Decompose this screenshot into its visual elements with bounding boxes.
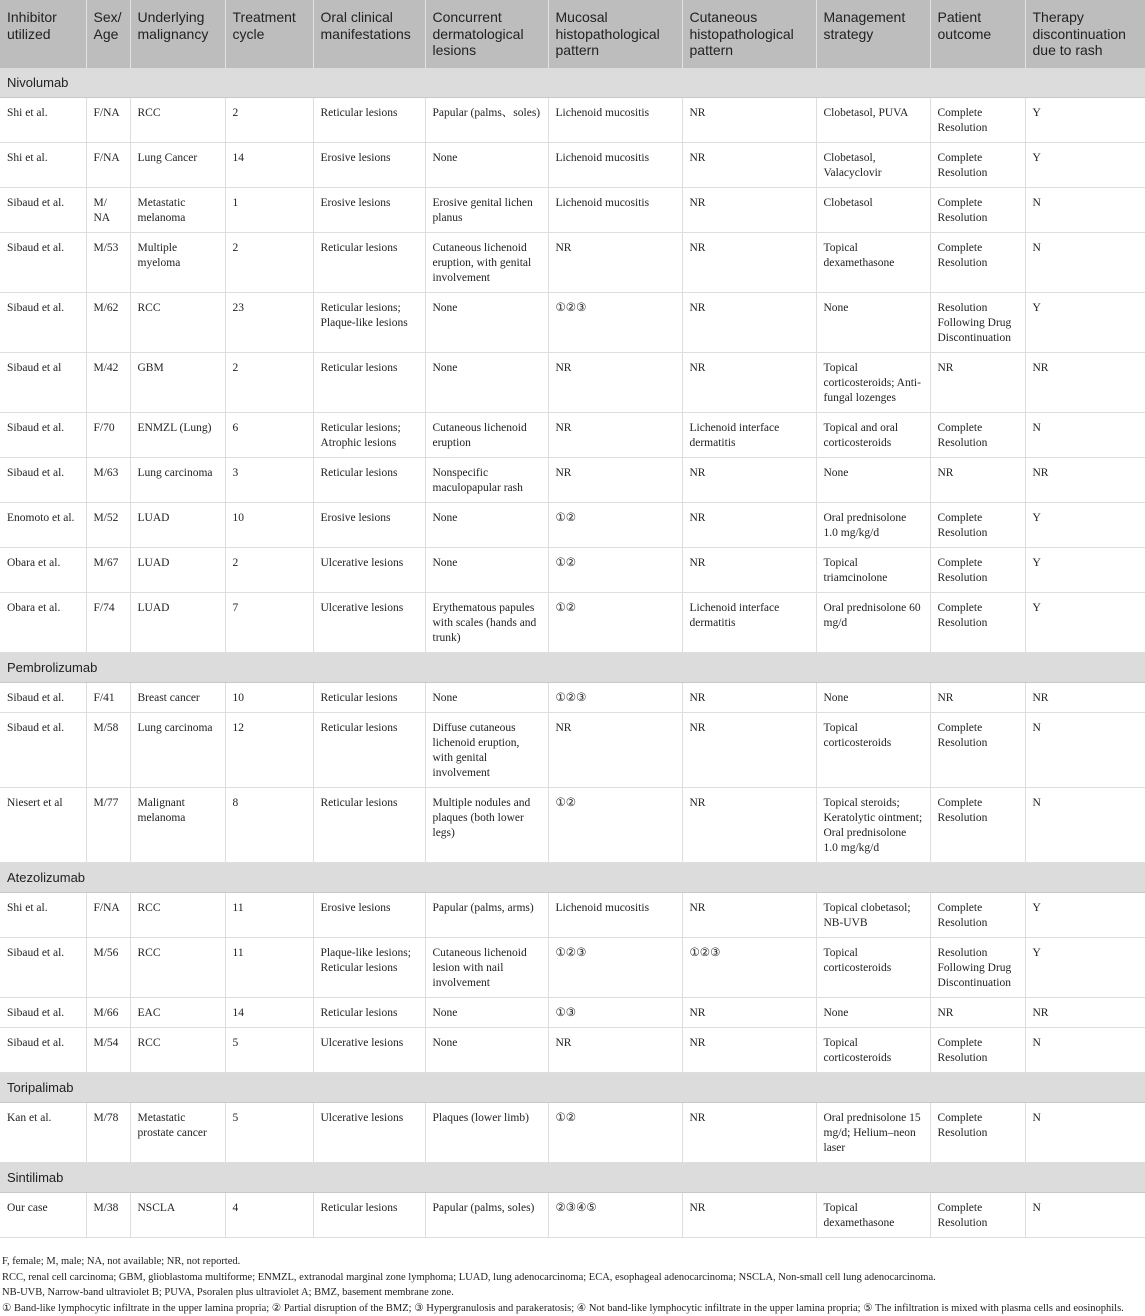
group-row (0, 653, 1145, 683)
table-cell: 10 (225, 503, 313, 548)
table-cell: ①② (548, 593, 682, 653)
table-cell: Lichenoid mucositis (548, 98, 682, 143)
table-cell: None (425, 683, 548, 713)
table-cell: Complete Resolution (930, 98, 1025, 143)
table-cell: Y (1025, 98, 1145, 143)
table-cell: NR (682, 1028, 816, 1073)
table-cell: Complete Resolution (930, 1028, 1025, 1073)
table-cell: M/78 (86, 1103, 130, 1163)
table-cell: ①③ (548, 998, 682, 1028)
table-cell: Reticular lesions (313, 233, 425, 293)
table-row (0, 1193, 1145, 1238)
table-row (0, 938, 1145, 998)
table-cell: Lichenoid mucositis (548, 893, 682, 938)
table-cell: Erosive lesions (313, 143, 425, 188)
table-cell: Topical corticosteroids (816, 938, 930, 998)
table-cell: None (425, 353, 548, 413)
table-cell: ①②③ (548, 683, 682, 713)
table-cell: Erythematous papules with scales (hands and trunk) (425, 593, 548, 653)
col-header-sex-age: Sex/ Age (86, 0, 130, 68)
table-cell: N (1025, 1193, 1145, 1238)
table-cell: M/63 (86, 458, 130, 503)
table-cell: Reticular lesions (313, 713, 425, 788)
table-cell: M/42 (86, 353, 130, 413)
table-cell: Lung Cancer (130, 143, 225, 188)
table-cell: F/41 (86, 683, 130, 713)
table-cell: 12 (225, 713, 313, 788)
table-cell: N (1025, 1028, 1145, 1073)
table-cell: Erosive lesions (313, 188, 425, 233)
table-cell: None (425, 548, 548, 593)
table-cell: N (1025, 713, 1145, 788)
table-cell: 2 (225, 233, 313, 293)
table-cell: Reticular lesions (313, 1193, 425, 1238)
table-cell: 1 (225, 188, 313, 233)
table-cell: Cutaneous lichenoid eruption, with genital involvement (425, 233, 548, 293)
table-cell: F/NA (86, 893, 130, 938)
table-cell: 2 (225, 353, 313, 413)
table-cell: NR (682, 713, 816, 788)
table-cell: Y (1025, 143, 1145, 188)
table-row (0, 143, 1145, 188)
table-cell: NR (1025, 458, 1145, 503)
table-cell: 11 (225, 893, 313, 938)
table-cell: N (1025, 413, 1145, 458)
table-cell: Oral prednisolone 15 mg/d; Helium–neon laser (816, 1103, 930, 1163)
table-cell: 7 (225, 593, 313, 653)
table-cell: Erosive genital lichen planus (425, 188, 548, 233)
table-cell: RCC (130, 893, 225, 938)
table-cell: ①②③ (682, 938, 816, 998)
table-cell: Obara et al. (0, 593, 86, 653)
table-cell: None (425, 143, 548, 188)
table-cell: Reticular lesions; Plaque-like lesions (313, 293, 425, 353)
group-label: Pembrolizumab (0, 653, 1145, 683)
table-cell: NR (930, 353, 1025, 413)
table-row (0, 1103, 1145, 1163)
table-cell: M/62 (86, 293, 130, 353)
table-cell: NR (682, 143, 816, 188)
table-cell: Y (1025, 938, 1145, 998)
table-cell: M/56 (86, 938, 130, 998)
table-row (0, 413, 1145, 458)
table-cell: Ulcerative lesions (313, 1028, 425, 1073)
table-cell: Complete Resolution (930, 593, 1025, 653)
table-cell: 14 (225, 143, 313, 188)
table-cell: ①② (548, 548, 682, 593)
table-cell: Complete Resolution (930, 503, 1025, 548)
table-cell: NR (930, 458, 1025, 503)
table-cell: Sibaud et al. (0, 683, 86, 713)
table-cell: None (425, 998, 548, 1028)
table-cell: M/52 (86, 503, 130, 548)
table-cell: Reticular lesions (313, 998, 425, 1028)
table-cell: NR (548, 413, 682, 458)
table-cell: Enomoto et al. (0, 503, 86, 548)
table-cell: M/53 (86, 233, 130, 293)
table-cell: Sibaud et al (0, 353, 86, 413)
table-cell: Topical corticosteroids; Anti-fungal lozenges (816, 353, 930, 413)
table-cell: NR (682, 998, 816, 1028)
table-cell: M/38 (86, 1193, 130, 1238)
table-row (0, 353, 1145, 413)
table-cell: Erosive lesions (313, 503, 425, 548)
col-header-inhibitor: Inhibitor utilized (0, 0, 86, 68)
table-cell: NR (682, 353, 816, 413)
table-cell: NR (682, 1193, 816, 1238)
table-cell: NR (1025, 353, 1145, 413)
table-cell: Oral prednisolone 60 mg/d (816, 593, 930, 653)
table-cell: Niesert et al (0, 788, 86, 863)
table-row (0, 188, 1145, 233)
table-cell: Multiple nodules and plaques (both lower legs) (425, 788, 548, 863)
table-cell: Reticular lesions; Atrophic lesions (313, 413, 425, 458)
table-row (0, 233, 1145, 293)
table-row (0, 98, 1145, 143)
table-cell: None (816, 293, 930, 353)
table-body (0, 68, 1145, 1238)
table-cell: F/70 (86, 413, 130, 458)
table-cell: Complete Resolution (930, 1103, 1025, 1163)
table-cell: NR (548, 1028, 682, 1073)
footnote-abbreviations-therapy: NB-UVB, Narrow-band ultraviolet B; PUVA, Psoralen plus ultraviolet A; BMZ, basement membrane zone. (2, 1285, 1143, 1301)
table-cell: Metastatic prostate cancer (130, 1103, 225, 1163)
table-cell: 11 (225, 938, 313, 998)
table-cell: Papular (palms、soles) (425, 98, 548, 143)
table-cell: Sibaud et al. (0, 233, 86, 293)
table-cell: Lichenoid interface dermatitis (682, 413, 816, 458)
table-cell: 8 (225, 788, 313, 863)
table-cell: Nonspecific maculopapular rash (425, 458, 548, 503)
table-row (0, 1028, 1145, 1073)
table-cell: Sibaud et al. (0, 413, 86, 458)
table-cell: Reticular lesions (313, 98, 425, 143)
table-cell: Erosive lesions (313, 893, 425, 938)
table-cell: Topical dexamethasone (816, 233, 930, 293)
table-cell: Shi et al. (0, 143, 86, 188)
table-cell: NR (930, 998, 1025, 1028)
group-label: Nivolumab (0, 68, 1145, 98)
table-cell: NR (682, 683, 816, 713)
table-row (0, 548, 1145, 593)
table-cell: Topical dexamethasone (816, 1193, 930, 1238)
table-row (0, 893, 1145, 938)
table-cell: Complete Resolution (930, 413, 1025, 458)
col-header-mucosal-pattern: Mucosal histopathological pattern (548, 0, 682, 68)
table-cell: F/NA (86, 98, 130, 143)
table-cell: Ulcerative lesions (313, 548, 425, 593)
table-row (0, 503, 1145, 548)
table-cell: NR (682, 458, 816, 503)
table-cell: Lichenoid mucositis (548, 143, 682, 188)
table-cell: NR (682, 188, 816, 233)
table-cell: None (425, 293, 548, 353)
table-cell: 4 (225, 1193, 313, 1238)
table-row (0, 458, 1145, 503)
table-cell: NSCLA (130, 1193, 225, 1238)
table-cell: None (816, 998, 930, 1028)
table-cell: ②③④⑤ (548, 1193, 682, 1238)
table-cell: Reticular lesions (313, 353, 425, 413)
table-cell: Plaques (lower limb) (425, 1103, 548, 1163)
table-cell: Clobetasol, PUVA (816, 98, 930, 143)
table-cell: Cutaneous lichenoid eruption (425, 413, 548, 458)
table-cell: Lung carcinoma (130, 458, 225, 503)
table-cell: Shi et al. (0, 893, 86, 938)
table-cell: N (1025, 188, 1145, 233)
table-cell: Reticular lesions (313, 683, 425, 713)
table-cell: Kan et al. (0, 1103, 86, 1163)
table-cell: Complete Resolution (930, 188, 1025, 233)
col-header-discontinuation: Therapy discontinuation due to rash (1025, 0, 1145, 68)
table-row (0, 683, 1145, 713)
table-cell: 6 (225, 413, 313, 458)
table-cell: Lichenoid mucositis (548, 188, 682, 233)
table-cell: Topical triamcinolone (816, 548, 930, 593)
table-cell: NR (548, 713, 682, 788)
table-cell: Topical and oral corticosteroids (816, 413, 930, 458)
table-cell: Lichenoid interface dermatitis (682, 593, 816, 653)
table-cell: 2 (225, 98, 313, 143)
table-row (0, 593, 1145, 653)
table-cell: Diffuse cutaneous lichenoid eruption, with genital involvement (425, 713, 548, 788)
table-cell: NR (930, 683, 1025, 713)
table-cell: LUAD (130, 548, 225, 593)
table-cell: Clobetasol (816, 188, 930, 233)
table-cell: Shi et al. (0, 98, 86, 143)
table-cell: NR (682, 893, 816, 938)
table-cell: Complete Resolution (930, 893, 1025, 938)
table-cell: ENMZL (Lung) (130, 413, 225, 458)
table-cell: None (816, 683, 930, 713)
table-cell: Cutaneous lichenoid lesion with nail involvement (425, 938, 548, 998)
table-cell: ①②③ (548, 938, 682, 998)
table-cell: M/77 (86, 788, 130, 863)
table-cell: EAC (130, 998, 225, 1028)
table-cell: 2 (225, 548, 313, 593)
table-cell: ①② (548, 788, 682, 863)
table-cell: NR (682, 1103, 816, 1163)
table-cell: Complete Resolution (930, 1193, 1025, 1238)
table-cell: RCC (130, 98, 225, 143)
table-cell: Sibaud et al. (0, 938, 86, 998)
table-cell: NR (682, 293, 816, 353)
table-cell: Reticular lesions (313, 788, 425, 863)
table-cell: Obara et al. (0, 548, 86, 593)
group-label: Sintilimab (0, 1163, 1145, 1193)
table-cell: Complete Resolution (930, 548, 1025, 593)
table-cell: Sibaud et al. (0, 188, 86, 233)
table-cell: F/NA (86, 143, 130, 188)
table-cell: Sibaud et al. (0, 293, 86, 353)
table-cell: Topical clobetasol; NB-UVB (816, 893, 930, 938)
table-cell: M/66 (86, 998, 130, 1028)
table-cell: LUAD (130, 503, 225, 548)
col-header-cutaneous-pattern: Cutaneous histopathological pattern (682, 0, 816, 68)
table-cell: Topical corticosteroids (816, 1028, 930, 1073)
table-cell: NR (548, 458, 682, 503)
group-row (0, 1073, 1145, 1103)
table-cell: ①② (548, 503, 682, 548)
table-cell: Multiple myeloma (130, 233, 225, 293)
table-cell: Resolution Following Drug Discontinuation (930, 938, 1025, 998)
group-row (0, 863, 1145, 893)
table-cell: Sibaud et al. (0, 713, 86, 788)
table-cell: M/54 (86, 1028, 130, 1073)
table-cell: Oral prednisolone 1.0 mg/kg/d (816, 503, 930, 548)
table-row (0, 713, 1145, 788)
table-cell: M/ NA (86, 188, 130, 233)
table-cell: Plaque-like lesions; Reticular lesions (313, 938, 425, 998)
table-cell: NR (682, 503, 816, 548)
table-cell: Reticular lesions (313, 458, 425, 503)
table-cell: NR (548, 233, 682, 293)
col-header-dermatological-lesions: Concurrent dermatological lesions (425, 0, 548, 68)
table-cell: 14 (225, 998, 313, 1028)
footnote-abbreviations-sex: F, female; M, male; NA, not available; NR, not reported. (2, 1254, 1143, 1270)
table-row (0, 293, 1145, 353)
table-cell: Clobetasol, Valacyclovir (816, 143, 930, 188)
table-cell: Lung carcinoma (130, 713, 225, 788)
table-cell: Complete Resolution (930, 788, 1025, 863)
table-cell: Topical steroids; Keratolytic ointment; Oral prednisolone 1.0 mg/kg/d (816, 788, 930, 863)
table-cell: Papular (palms, arms) (425, 893, 548, 938)
table-cell: Y (1025, 548, 1145, 593)
table-cell: Resolution Following Drug Discontinuation (930, 293, 1025, 353)
table-cell: NR (1025, 683, 1145, 713)
table-cell: 23 (225, 293, 313, 353)
table-cell: Metastatic melanoma (130, 188, 225, 233)
table-row (0, 998, 1145, 1028)
table-cell: RCC (130, 1028, 225, 1073)
table-cell: N (1025, 788, 1145, 863)
table-cell: 3 (225, 458, 313, 503)
table-cell: None (816, 458, 930, 503)
table-cell: Y (1025, 503, 1145, 548)
table-cell: 10 (225, 683, 313, 713)
table-row (0, 788, 1145, 863)
col-header-treatment-cycle: Treatment cycle (225, 0, 313, 68)
table-cell: M/67 (86, 548, 130, 593)
table-cell: Complete Resolution (930, 143, 1025, 188)
table-cell: LUAD (130, 593, 225, 653)
table-cell: RCC (130, 938, 225, 998)
table-cell: NR (682, 548, 816, 593)
table-cell: RCC (130, 293, 225, 353)
table-cell: Ulcerative lesions (313, 593, 425, 653)
table-cell: None (425, 503, 548, 548)
footnote-abbreviations-malignancy: RCC, renal cell carcinoma; GBM, glioblastoma multiforme; ENMZL, extranodal marginal zone lymphoma; LUAD, lung adenocarcinoma; ECA, esophageal adenocarcinoma; NSCLA, Non-small cell lung adenocarcinoma. (2, 1270, 1143, 1286)
table-cell: NR (682, 788, 816, 863)
header-row (0, 0, 1145, 68)
table-cell: NR (682, 98, 816, 143)
table-cell: Topical corticosteroids (816, 713, 930, 788)
table-cell: F/74 (86, 593, 130, 653)
table-cell: None (425, 1028, 548, 1073)
table-cell: Our case (0, 1193, 86, 1238)
table-cell: Y (1025, 893, 1145, 938)
table-cell: NR (682, 233, 816, 293)
col-header-outcome: Patient outcome (930, 0, 1025, 68)
table-cell: Complete Resolution (930, 233, 1025, 293)
table-cell: 5 (225, 1103, 313, 1163)
table-cell: Breast cancer (130, 683, 225, 713)
table-cell: GBM (130, 353, 225, 413)
group-row (0, 1163, 1145, 1193)
group-label: Atezolizumab (0, 863, 1145, 893)
table-cell: N (1025, 1103, 1145, 1163)
table-cell: M/58 (86, 713, 130, 788)
table-cell: Sibaud et al. (0, 998, 86, 1028)
table-cell: 5 (225, 1028, 313, 1073)
table-cell: NR (548, 353, 682, 413)
group-label: Toripalimab (0, 1073, 1145, 1103)
table-cell: Y (1025, 293, 1145, 353)
table-cell: Y (1025, 593, 1145, 653)
table-cell: NR (1025, 998, 1145, 1028)
footnote-histopathology-key: ① Band-like lymphocytic infiltrate in the upper lamina propria; ② Partial disruption of the BMZ; ③ Hypergranulosis and parakeratosis; ④ Not band-like lymphocytic infiltrate in the upper lamina propria; ⑤ The infiltration is mixed with plasma cells and eosinophils. (2, 1301, 1143, 1316)
col-header-oral-manifestations: Oral clinical manifestations (313, 0, 425, 68)
table-cell: Malignant melanoma (130, 788, 225, 863)
table-cell: Sibaud et al. (0, 1028, 86, 1073)
table-cell: Ulcerative lesions (313, 1103, 425, 1163)
table-cell: Sibaud et al. (0, 458, 86, 503)
table-cell: Papular (palms, soles) (425, 1193, 548, 1238)
footnotes (0, 1238, 1145, 1316)
table-cell: Complete Resolution (930, 713, 1025, 788)
table-cell: ①② (548, 1103, 682, 1163)
group-row (0, 68, 1145, 98)
table-cell: ①②③ (548, 293, 682, 353)
col-header-malignancy: Underlying malignancy (130, 0, 225, 68)
col-header-management: Management strategy (816, 0, 930, 68)
table-cell: N (1025, 233, 1145, 293)
